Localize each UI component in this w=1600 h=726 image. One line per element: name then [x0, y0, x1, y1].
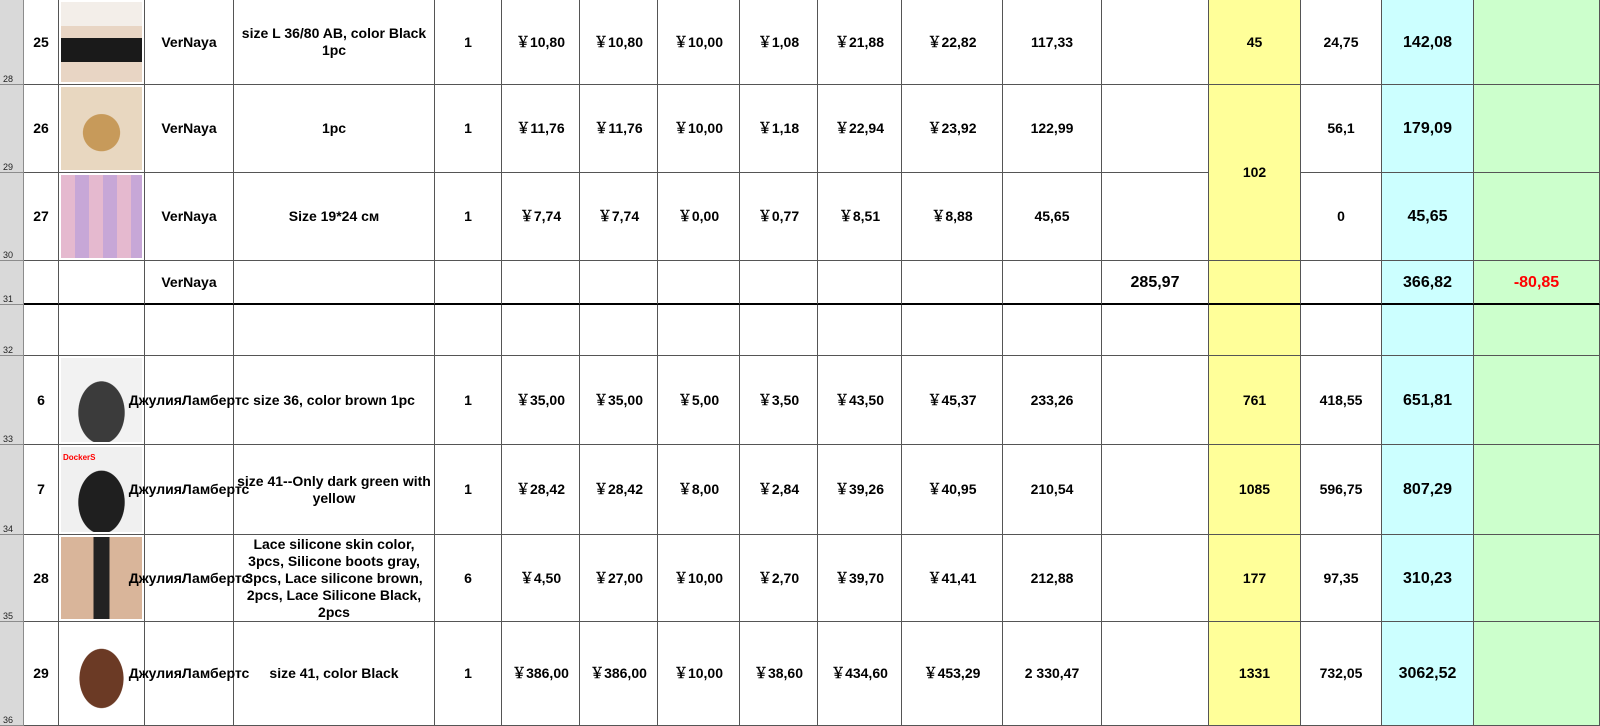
cell-value-desc: size L 36/80 AB, color Black 1pc: [241, 25, 427, 58]
cell-value-c4: ￥2,84: [757, 481, 800, 497]
cell-value-c4: ￥2,70: [757, 569, 800, 586]
table-cell[interactable]: [902, 356, 1003, 445]
table-cell[interactable]: [1301, 445, 1382, 535]
cell-value-c4: ￥1,08: [757, 33, 800, 50]
table-cell[interactable]: [1102, 173, 1209, 261]
table-cell[interactable]: [658, 535, 740, 622]
product-photo-bag-frame: [61, 87, 142, 170]
row-header[interactable]: [0, 535, 24, 622]
table-cell[interactable]: [1382, 85, 1474, 173]
table-cell[interactable]: [902, 173, 1003, 261]
table-cell[interactable]: [580, 173, 658, 261]
cell-value-desc: Size 19*24 см: [288, 208, 380, 224]
table-cell[interactable]: [24, 85, 59, 173]
cell-value-no: 27: [33, 208, 49, 224]
cell-value-c10: 418,55: [1319, 391, 1363, 408]
cell-value-no: 26: [33, 120, 49, 136]
table-cell[interactable]: [502, 173, 580, 261]
table-cell[interactable]: [818, 85, 902, 173]
table-cell[interactable]: [1382, 356, 1474, 445]
table-cell[interactable]: [1382, 0, 1474, 85]
table-cell[interactable]: [24, 445, 59, 535]
table-cell[interactable]: [145, 305, 234, 356]
cell-value-c1: ￥7,74: [519, 208, 562, 224]
cell-value-c2: ￥11,76: [594, 120, 643, 136]
table-cell[interactable]: [234, 445, 435, 535]
cell-value-c5: ￥43,50: [834, 391, 885, 408]
cell-value-c5: ￥8,51: [838, 208, 881, 224]
table-cell[interactable]: [1003, 305, 1102, 356]
product-image-cell[interactable]: [59, 261, 145, 305]
table-cell[interactable]: [24, 305, 59, 356]
product-image-cell[interactable]: [59, 305, 145, 356]
table-cell[interactable]: [740, 261, 818, 305]
cell-value-c6: ￥41,41: [927, 569, 977, 586]
table-cell[interactable]: [1301, 0, 1382, 85]
cell-value-c7: 212,88: [1030, 569, 1074, 586]
cell-value-desc: size 41, color Black: [269, 665, 399, 681]
cell-value-seller: ДжулияЛамбертс: [128, 665, 250, 681]
table-cell[interactable]: [1209, 261, 1301, 305]
table-cell[interactable]: [1382, 622, 1474, 726]
row-number: 31: [3, 294, 14, 304]
table-cell[interactable]: [818, 622, 902, 726]
table-cell[interactable]: [1209, 622, 1301, 726]
table-cell[interactable]: [1474, 0, 1600, 85]
cell-value-c7: 210,54: [1030, 481, 1074, 497]
table-cell[interactable]: [902, 622, 1003, 726]
cell-value-c4: ￥38,60: [753, 665, 804, 681]
table-cell[interactable]: [740, 173, 818, 261]
cell-value-qty: 6: [464, 569, 472, 586]
table-cell[interactable]: [580, 85, 658, 173]
row-header[interactable]: [0, 261, 24, 305]
table-cell[interactable]: [435, 173, 502, 261]
cell-value-c6: ￥45,37: [927, 391, 977, 408]
cell-value-c6: ￥40,95: [927, 481, 977, 497]
table-cell[interactable]: [234, 356, 435, 445]
table-cell[interactable]: [1301, 356, 1382, 445]
table-cell[interactable]: [435, 622, 502, 726]
table-cell[interactable]: [128, 535, 250, 622]
cell-value-c1: ￥386,00: [512, 665, 569, 681]
table-cell[interactable]: [24, 622, 59, 726]
table-cell[interactable]: [902, 305, 1003, 356]
cell-value-seller: ДжулияЛамбертс: [128, 481, 250, 497]
cell-value-c6: ￥8,88: [931, 208, 973, 224]
table-cell[interactable]: [740, 85, 818, 173]
table-cell[interactable]: [1209, 85, 1301, 261]
table-cell[interactable]: [1301, 173, 1382, 261]
table-cell[interactable]: [1474, 622, 1600, 726]
table-cell[interactable]: [580, 445, 658, 535]
table-cell[interactable]: [128, 445, 250, 535]
table-cell[interactable]: [24, 261, 59, 305]
table-cell[interactable]: [658, 0, 740, 85]
table-cell[interactable]: [1003, 356, 1102, 445]
table-cell[interactable]: [502, 261, 580, 305]
table-cell[interactable]: [435, 535, 502, 622]
table-cell[interactable]: [24, 0, 59, 85]
table-cell[interactable]: [902, 261, 1003, 305]
table-cell[interactable]: [1003, 0, 1102, 85]
cell-value-c7: 117,33: [1030, 33, 1074, 50]
cell-value-qty: 1: [464, 481, 472, 497]
table-cell[interactable]: [24, 173, 59, 261]
table-cell[interactable]: [502, 535, 580, 622]
cell-value-no: 29: [33, 665, 49, 681]
row-number: 28: [3, 74, 14, 84]
cell-value-desc: Lace silicone skin color, 3pcs, Silicone boots gray, 3pcs, Lace silicone brown, 2pcs, Lace Silicone Black, 2pcs: [245, 535, 423, 620]
table-cell[interactable]: [818, 356, 902, 445]
cell-value-c4: ￥3,50: [757, 391, 800, 408]
table-cell[interactable]: [740, 356, 818, 445]
table-cell[interactable]: [145, 173, 234, 261]
cell-value-no: 6: [37, 391, 45, 408]
cell-value-desc: size 41--Only dark green with yellow: [237, 472, 431, 506]
cell-value-no: 28: [33, 569, 49, 586]
product-image-cell[interactable]: [59, 85, 145, 173]
table-cell[interactable]: [145, 261, 234, 305]
table-cell[interactable]: [502, 85, 580, 173]
table-cell[interactable]: [502, 0, 580, 85]
table-cell[interactable]: [1301, 535, 1382, 622]
cell-value-c10: 97,35: [1323, 569, 1359, 586]
table-cell[interactable]: [740, 535, 818, 622]
row-header[interactable]: [0, 356, 24, 445]
table-cell[interactable]: [818, 305, 902, 356]
table-cell[interactable]: [658, 173, 740, 261]
table-cell[interactable]: [1301, 622, 1382, 726]
cell-value-seller: ДжулияЛамбертс: [128, 391, 250, 408]
image-caption: DockerS: [63, 453, 96, 462]
cell-value-c1: ￥10,80: [515, 33, 566, 50]
cell-value-c9: 761: [1242, 391, 1267, 408]
cell-value-c6: ￥22,82: [927, 33, 977, 50]
row-header[interactable]: [0, 0, 24, 85]
table-cell[interactable]: [818, 261, 902, 305]
table-cell[interactable]: [1474, 85, 1600, 173]
cell-value-c1: ￥35,00: [515, 391, 566, 408]
table-cell[interactable]: [740, 305, 818, 356]
table-cell[interactable]: [1102, 85, 1209, 173]
table-cell[interactable]: [1102, 305, 1209, 356]
cell-value-desc: 1pc: [321, 120, 347, 136]
table-cell[interactable]: [1102, 535, 1209, 622]
row-header[interactable]: [0, 445, 24, 535]
table-cell[interactable]: [502, 305, 580, 356]
table-cell[interactable]: [902, 445, 1003, 535]
table-cell[interactable]: [145, 85, 234, 173]
table-cell[interactable]: [902, 535, 1003, 622]
cell-value-c1: ￥4,50: [519, 569, 562, 586]
table-cell[interactable]: [502, 356, 580, 445]
cell-value-c4: ￥1,18: [757, 120, 800, 136]
cell-value-c3: ￥10,00: [673, 569, 724, 586]
table-cell[interactable]: [818, 445, 902, 535]
product-photo-mice-print: [61, 175, 142, 258]
product-image-cell[interactable]: [59, 0, 145, 85]
cell-value-seller: VerNaya: [161, 273, 217, 290]
cell-value-c6: ￥23,92: [927, 120, 977, 136]
row-number: 36: [3, 715, 14, 725]
table-cell[interactable]: [658, 622, 740, 726]
cell-value-c3: ￥8,00: [677, 481, 720, 497]
table-cell[interactable]: [128, 622, 250, 726]
table-cell[interactable]: [1209, 305, 1301, 356]
row-header[interactable]: [0, 173, 24, 261]
cell-value-c9: 102: [1242, 164, 1267, 180]
table-cell[interactable]: [740, 0, 818, 85]
table-cell[interactable]: [902, 85, 1003, 173]
cell-value-c5: ￥39,26: [834, 481, 885, 497]
cell-value-c11: 142,08: [1403, 33, 1452, 51]
table-cell[interactable]: [435, 261, 502, 305]
table-cell[interactable]: [1209, 356, 1301, 445]
cell-value-c7: 45,65: [1034, 208, 1070, 224]
table-cell[interactable]: [1003, 622, 1102, 726]
cell-value-c10: 0: [1337, 208, 1345, 224]
cell-value-c4: ￥0,77: [757, 208, 800, 224]
cell-value-c11: 807,29: [1403, 481, 1452, 498]
cell-value-c5: ￥22,94: [834, 120, 885, 136]
cell-value-c1: ￥28,42: [515, 481, 566, 497]
table-cell[interactable]: [1301, 85, 1382, 173]
table-cell[interactable]: [1102, 261, 1209, 305]
table-cell[interactable]: [435, 85, 502, 173]
table-cell[interactable]: [1301, 261, 1382, 305]
cell-value-c3: ￥10,00: [673, 665, 724, 681]
cell-value-seller: VerNaya: [161, 33, 217, 50]
cell-value-c9: 45: [1246, 33, 1263, 50]
cell-value-c5: ￥21,88: [834, 33, 885, 50]
row-header[interactable]: [0, 305, 24, 356]
cell-value-c12: -80,85: [1513, 273, 1560, 291]
table-cell[interactable]: [1474, 445, 1600, 535]
row-number: 32: [3, 345, 14, 355]
table-cell[interactable]: [234, 305, 435, 356]
table-cell[interactable]: [234, 261, 435, 305]
table-cell[interactable]: [1102, 445, 1209, 535]
cell-value-c6: ￥453,29: [923, 665, 981, 681]
cell-value-c7: 2 330,47: [1024, 665, 1080, 681]
table-cell[interactable]: [234, 0, 435, 85]
table-cell[interactable]: [1003, 173, 1102, 261]
cell-value-c7: 122,99: [1030, 120, 1074, 136]
cell-value-c3: ￥0,00: [677, 208, 720, 224]
table-cell[interactable]: [1209, 445, 1301, 535]
table-cell[interactable]: [1209, 0, 1301, 85]
cell-value-c11: 310,23: [1403, 569, 1452, 587]
product-image-cell[interactable]: [59, 173, 145, 261]
table-cell[interactable]: [1382, 535, 1474, 622]
cell-value-c5: ￥434,60: [831, 665, 888, 681]
row-number: 33: [3, 434, 14, 444]
table-cell[interactable]: [145, 0, 234, 85]
table-cell[interactable]: [658, 85, 740, 173]
table-cell[interactable]: [580, 261, 658, 305]
cell-value-no: 25: [33, 33, 49, 50]
table-cell[interactable]: [1301, 305, 1382, 356]
table-cell[interactable]: [502, 445, 580, 535]
cell-value-c10: 596,75: [1319, 481, 1363, 497]
table-cell[interactable]: [435, 305, 502, 356]
cell-value-c8: 285,97: [1130, 273, 1180, 291]
cell-value-c9: 177: [1242, 569, 1267, 586]
cell-value-c1: ￥11,76: [516, 120, 565, 136]
table-cell[interactable]: [658, 305, 740, 356]
row-number: 34: [3, 524, 14, 534]
table-cell[interactable]: [234, 85, 435, 173]
cell-value-c2: ￥386,00: [590, 665, 647, 681]
table-cell[interactable]: [1102, 622, 1209, 726]
cell-value-c3: ￥5,00: [677, 391, 720, 408]
cell-value-seller: ДжулияЛамбертс: [128, 569, 250, 586]
table-cell[interactable]: [1474, 261, 1600, 305]
cell-value-c2: ￥7,74: [597, 208, 640, 224]
cell-value-qty: 1: [464, 208, 472, 224]
table-cell[interactable]: [902, 0, 1003, 85]
table-cell[interactable]: [580, 0, 658, 85]
cell-value-c5: ￥39,70: [834, 569, 885, 586]
product-photo-bra: [61, 2, 142, 82]
table-cell[interactable]: [580, 305, 658, 356]
cell-value-c11: 651,81: [1403, 391, 1452, 409]
table-cell[interactable]: [740, 622, 818, 726]
cell-value-c11: 366,82: [1403, 273, 1452, 291]
cell-value-c11: 3062,52: [1398, 665, 1457, 682]
table-cell[interactable]: [658, 356, 740, 445]
table-cell[interactable]: [1382, 305, 1474, 356]
cell-value-c7: 233,26: [1030, 391, 1074, 408]
cell-value-qty: 1: [464, 33, 472, 50]
table-cell[interactable]: [435, 0, 502, 85]
cell-value-seller: VerNaya: [161, 208, 217, 224]
cell-value-seller: VerNaya: [161, 120, 217, 136]
table-cell[interactable]: [24, 535, 59, 622]
row-header[interactable]: [0, 85, 24, 173]
cell-value-qty: 1: [464, 665, 472, 681]
row-number: 29: [3, 162, 14, 172]
cell-value-c3: ￥10,00: [673, 120, 724, 136]
cell-value-c2: ￥28,42: [593, 481, 644, 497]
table-cell[interactable]: [1382, 173, 1474, 261]
table-cell[interactable]: [580, 356, 658, 445]
table-cell[interactable]: [1102, 356, 1209, 445]
cell-value-c3: ￥10,00: [673, 33, 724, 50]
cell-value-c2: ￥10,80: [593, 33, 644, 50]
table-cell[interactable]: [1474, 173, 1600, 261]
table-cell[interactable]: [1003, 85, 1102, 173]
table-cell[interactable]: [435, 356, 502, 445]
cell-value-c10: 732,05: [1319, 665, 1363, 681]
cell-value-c2: ￥35,00: [593, 391, 644, 408]
cell-value-c2: ￥27,00: [593, 569, 644, 586]
table-cell[interactable]: [128, 356, 250, 445]
table-cell[interactable]: [234, 173, 435, 261]
cell-value-c9: 1085: [1238, 481, 1271, 497]
table-cell[interactable]: [1474, 535, 1600, 622]
table-cell[interactable]: [658, 261, 740, 305]
table-cell[interactable]: [658, 445, 740, 535]
cell-value-c9: 1331: [1238, 665, 1271, 681]
table-cell[interactable]: [1003, 535, 1102, 622]
table-cell[interactable]: [234, 535, 435, 622]
table-cell[interactable]: [1102, 0, 1209, 85]
row-header[interactable]: [0, 622, 24, 726]
table-cell[interactable]: [1474, 356, 1600, 445]
table-cell[interactable]: [1003, 445, 1102, 535]
table-cell[interactable]: [1209, 535, 1301, 622]
table-cell[interactable]: [502, 622, 580, 726]
cell-value-c10: 24,75: [1323, 33, 1359, 50]
cell-value-qty: 1: [464, 391, 472, 408]
table-cell[interactable]: [24, 356, 59, 445]
table-cell[interactable]: [1003, 261, 1102, 305]
table-cell[interactable]: [580, 535, 658, 622]
table-cell[interactable]: [234, 622, 435, 726]
table-cell[interactable]: [435, 445, 502, 535]
table-cell[interactable]: [740, 445, 818, 535]
table-cell[interactable]: [818, 0, 902, 85]
table-cell[interactable]: [1382, 445, 1474, 535]
cell-value-no: 7: [37, 481, 45, 497]
table-cell[interactable]: [818, 173, 902, 261]
table-cell[interactable]: [1382, 261, 1474, 305]
table-cell[interactable]: [580, 622, 658, 726]
row-number: 30: [3, 250, 14, 260]
table-cell[interactable]: [1474, 305, 1600, 356]
row-number: 35: [3, 611, 14, 621]
cell-value-desc: size 36, color brown 1pc: [253, 391, 415, 408]
cell-value-c10: 56,1: [1327, 120, 1355, 136]
table-cell[interactable]: [818, 535, 902, 622]
cell-value-c11: 179,09: [1403, 120, 1452, 137]
cell-value-c11: 45,65: [1407, 208, 1448, 225]
cell-value-qty: 1: [464, 120, 472, 136]
